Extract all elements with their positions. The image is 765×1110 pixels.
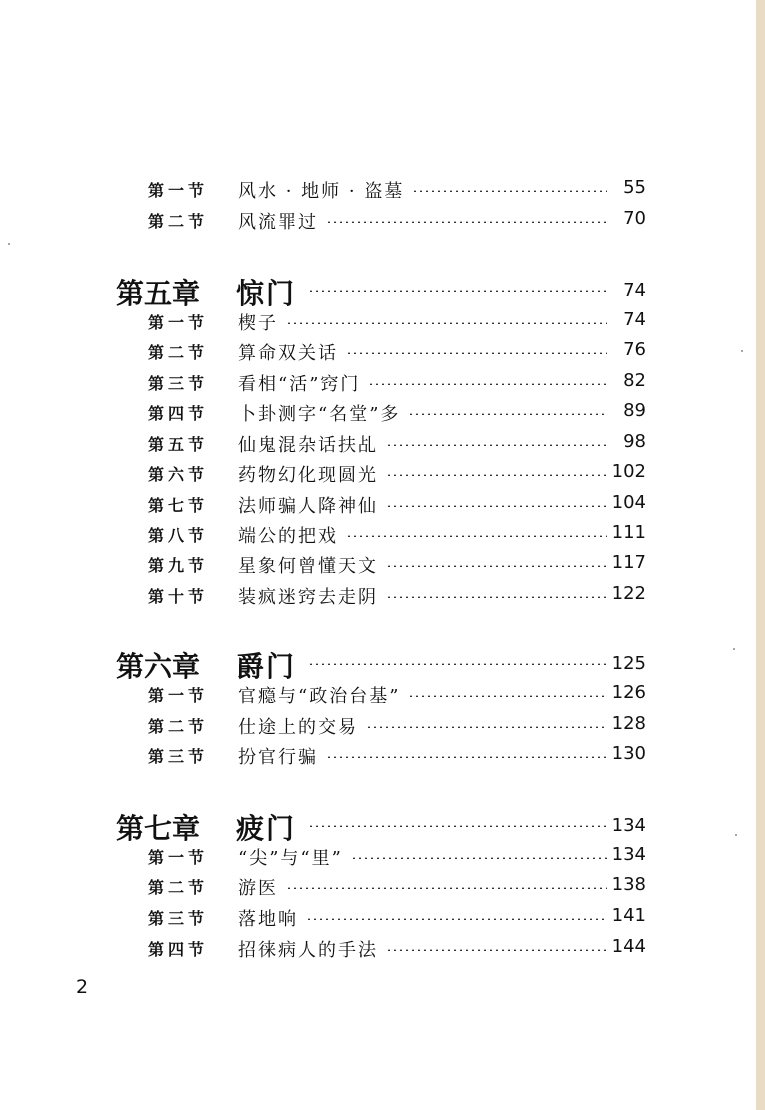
section-label: 第三节	[148, 747, 209, 766]
section-page-number: 55	[623, 177, 646, 198]
scan-speck	[733, 648, 735, 650]
section-label: 第三节	[148, 909, 209, 928]
section-label: 第二节	[148, 212, 209, 231]
section-page-number: 128	[611, 713, 646, 734]
section-page-number: 141	[611, 905, 646, 926]
chapter-title: 惊门	[236, 277, 297, 310]
section-title: 算命双关话	[238, 343, 338, 364]
section-label: 第四节	[148, 404, 209, 423]
chapter-page-number: 134	[611, 815, 646, 836]
dot-leader	[326, 756, 607, 758]
section-label: 第六节	[148, 465, 209, 484]
dot-leader	[368, 383, 607, 385]
dot-leader	[386, 565, 607, 567]
section-label: 第八节	[148, 526, 209, 545]
section-page-number: 144	[611, 936, 646, 957]
section-label: 第四节	[148, 940, 209, 959]
section-title: 端公的把戏	[238, 526, 338, 547]
section-label: 第三节	[148, 374, 209, 393]
chapter-title: 爵门	[236, 650, 297, 683]
section-label: 第一节	[148, 313, 209, 332]
section-title: 药物幻化现圆光	[238, 465, 378, 486]
dot-leader	[346, 535, 607, 537]
section-title: “尖”与“里”	[238, 848, 343, 869]
scan-speck	[8, 243, 10, 245]
section-label: 第七节	[148, 496, 209, 515]
dot-leader	[386, 444, 607, 446]
section-page-number: 130	[611, 743, 646, 764]
section-title: 看相“活”窍门	[238, 374, 361, 395]
section-title: 楔子	[238, 313, 278, 334]
section-page-number: 74	[623, 309, 646, 330]
dot-leader	[286, 322, 607, 324]
section-label: 第二节	[148, 878, 209, 897]
dot-leader	[286, 887, 607, 889]
section-page-number: 98	[623, 431, 646, 452]
dot-leader	[408, 413, 607, 415]
chapter-page-number: 125	[611, 653, 646, 674]
section-title: 落地响	[238, 909, 298, 930]
section-label: 第五节	[148, 435, 209, 454]
dot-leader	[326, 221, 607, 223]
section-label: 第九节	[148, 556, 209, 575]
dot-leader	[351, 857, 607, 859]
dot-leader	[386, 596, 607, 598]
dot-leader	[346, 352, 607, 354]
section-page-number: 111	[611, 522, 646, 543]
dot-leader	[386, 949, 607, 951]
dot-leader	[308, 663, 607, 665]
section-page-number: 89	[623, 400, 646, 421]
section-page-number: 82	[623, 370, 646, 391]
section-page-number: 104	[611, 492, 646, 513]
dot-leader	[408, 695, 607, 697]
dot-leader	[412, 190, 607, 192]
section-page-number: 138	[611, 874, 646, 895]
section-title: 法师骗人降神仙	[238, 496, 378, 517]
dot-leader	[308, 825, 607, 827]
section-page-number: 70	[623, 208, 646, 229]
scan-speck	[741, 350, 743, 352]
section-page-number: 102	[611, 461, 646, 482]
section-title: 官瘾与“政治台基”	[238, 686, 401, 707]
section-label: 第一节	[148, 848, 209, 867]
section-label: 第十节	[148, 587, 209, 606]
dot-leader	[386, 505, 607, 507]
chapter-label: 第七章	[116, 812, 201, 845]
chapter-label: 第六章	[116, 650, 201, 683]
section-title: 卜卦测字“名堂”多	[238, 404, 401, 425]
section-title: 仕途上的交易	[238, 717, 358, 738]
section-label: 第二节	[148, 717, 209, 736]
section-title: 装疯迷窍去走阴	[238, 587, 378, 608]
section-page-number: 76	[623, 339, 646, 360]
section-label: 第一节	[148, 686, 209, 705]
section-title: 招徕病人的手法	[238, 940, 378, 961]
chapter-page-number: 74	[623, 280, 646, 301]
page-number: 2	[76, 976, 89, 998]
chapter-title: 疲门	[236, 812, 297, 845]
section-page-number: 126	[611, 682, 646, 703]
dot-leader	[306, 918, 607, 920]
section-title: 仙鬼混杂话扶乩	[238, 435, 378, 456]
section-label: 第一节	[148, 181, 209, 200]
chapter-label: 第五章	[116, 277, 201, 310]
dot-leader	[308, 290, 607, 292]
scan-speck	[735, 834, 737, 836]
section-title: 风水 · 地师 · 盗墓	[238, 181, 405, 202]
section-title: 星象何曾懂天文	[238, 556, 378, 577]
section-title: 风流罪过	[238, 212, 318, 233]
section-title: 游医	[238, 878, 278, 899]
dot-leader	[366, 726, 607, 728]
section-label: 第二节	[148, 343, 209, 362]
section-page-number: 134	[611, 844, 646, 865]
section-page-number: 122	[611, 583, 646, 604]
section-page-number: 117	[611, 552, 646, 573]
section-title: 扮官行骗	[238, 747, 318, 768]
dot-leader	[386, 474, 607, 476]
